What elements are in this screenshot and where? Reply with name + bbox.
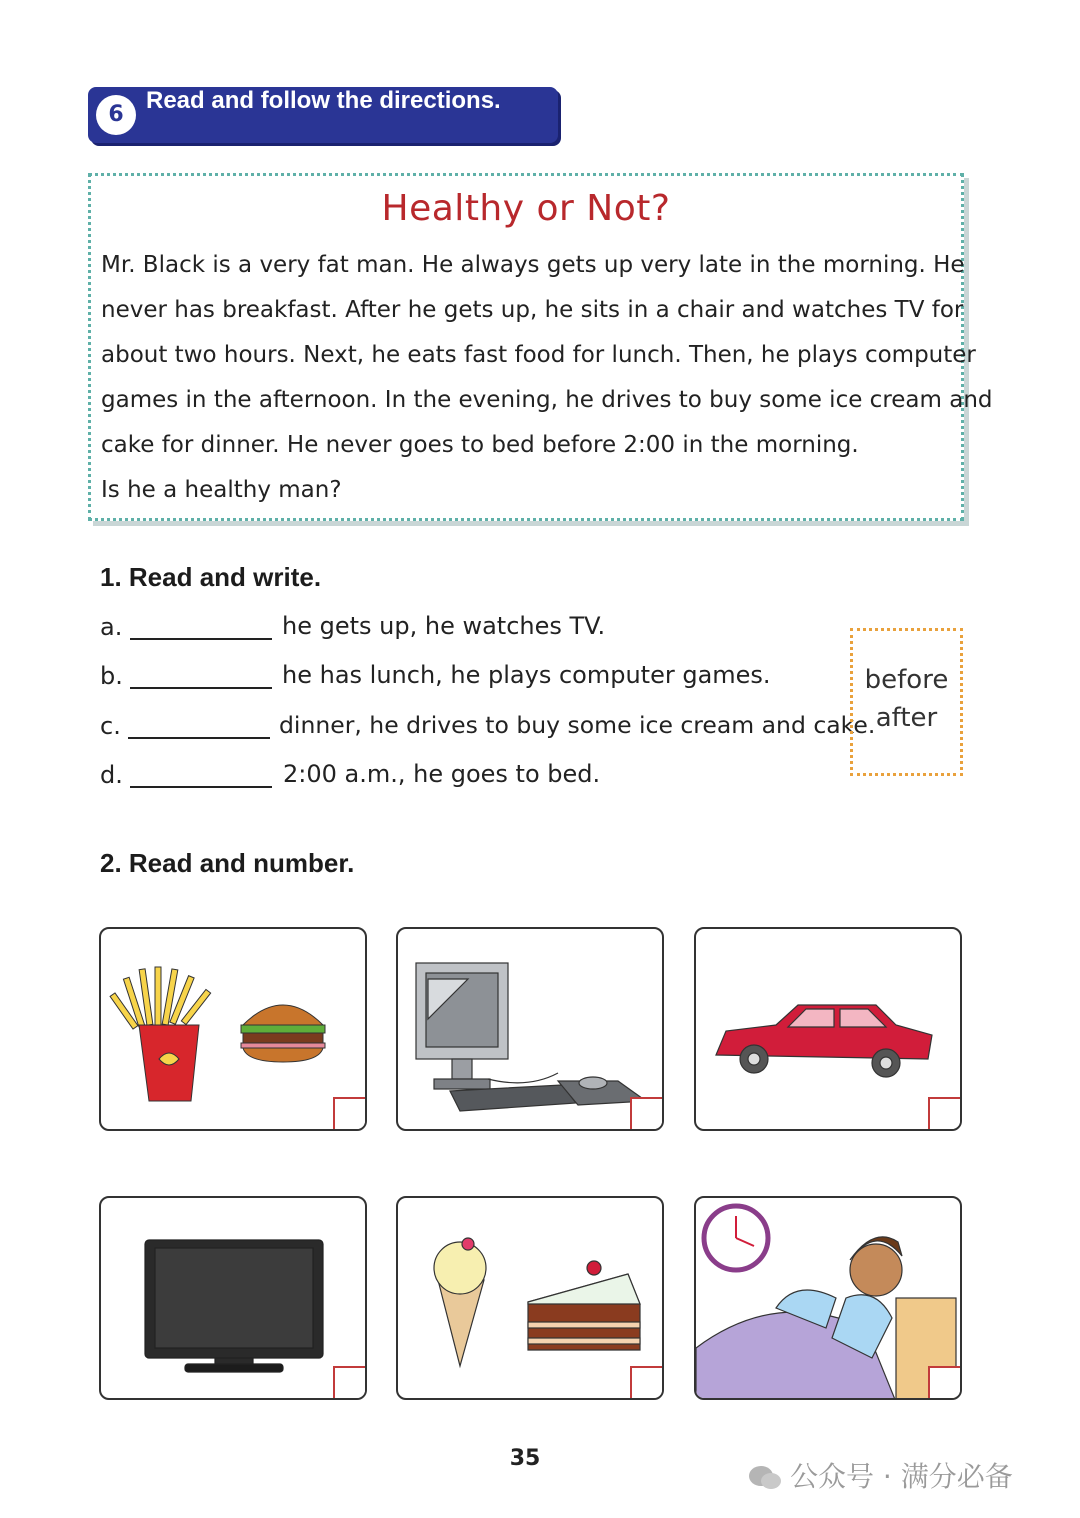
story-line: Mr. Black is a very fat man. He always gets up very late in the morning. He <box>101 252 965 278</box>
answer-blank-a[interactable] <box>130 638 272 640</box>
answer-blank-c[interactable] <box>128 737 270 739</box>
fries-burger-icon <box>101 929 367 1131</box>
picture-card-tv <box>99 1196 367 1400</box>
story-question: Is he a healthy man? <box>101 477 342 503</box>
car-icon <box>696 929 962 1131</box>
word-before: before <box>864 665 949 695</box>
man-bed-clock-icon <box>696 1198 962 1400</box>
wechat-icon <box>748 1464 782 1492</box>
row-letter-c: c. <box>100 712 121 740</box>
row-text-c: dinner, he drives to buy some ice cream and cake. <box>279 711 876 739</box>
picture-card-car <box>694 927 962 1131</box>
row-letter-b: b. <box>100 662 123 690</box>
story-line: cake for dinner. He never goes to bed before 2:00 in the morning. <box>101 432 859 458</box>
number-box[interactable] <box>630 1097 664 1131</box>
picture-card-dessert <box>396 1196 664 1400</box>
story-line: never has breakfast. After he gets up, he sits in a chair and watches TV for <box>101 297 964 323</box>
word-after: after <box>875 703 938 733</box>
row-text-b: he has lunch, he plays computer games. <box>282 661 771 689</box>
watermark <box>748 1455 1013 1495</box>
television-icon <box>101 1198 367 1400</box>
picture-card-bed <box>694 1196 962 1400</box>
number-box[interactable] <box>630 1366 664 1400</box>
computer-icon <box>398 929 664 1131</box>
story-title: Healthy or Not? <box>381 188 671 229</box>
watermark-text: 公众号 · 满分必备 <box>790 1460 1013 1493</box>
ice-cream-cake-icon <box>398 1198 664 1400</box>
number-box[interactable] <box>333 1097 367 1131</box>
row-text-a: he gets up, he watches TV. <box>282 612 606 640</box>
number-box[interactable] <box>928 1097 962 1131</box>
picture-card-fast-food <box>99 927 367 1131</box>
section-header <box>88 87 558 143</box>
story-line: about two hours. Next, he eats fast food for lunch. Then, he plays computer <box>101 342 976 368</box>
reading-passage-box <box>88 173 993 521</box>
story-line: games in the afternoon. In the evening, he drives to buy some ice cream and <box>101 387 993 413</box>
row-letter-d: d. <box>100 761 123 789</box>
section-number: 6 <box>96 95 136 135</box>
word-bank <box>850 628 963 776</box>
number-box[interactable] <box>928 1366 962 1400</box>
exercise-1-title: 1. Read and write. <box>100 562 322 592</box>
number-box[interactable] <box>333 1366 367 1400</box>
page-number: 35 <box>509 1446 541 1471</box>
row-letter-a: a. <box>100 613 123 641</box>
answer-blank-d[interactable] <box>130 786 272 788</box>
answer-blank-b[interactable] <box>130 687 272 689</box>
row-text-d: 2:00 a.m., he goes to bed. <box>283 760 601 788</box>
section-title: Read and follow the directions. <box>146 87 501 114</box>
picture-card-computer <box>396 927 664 1131</box>
exercise-2-title: 2. Read and number. <box>100 848 355 878</box>
